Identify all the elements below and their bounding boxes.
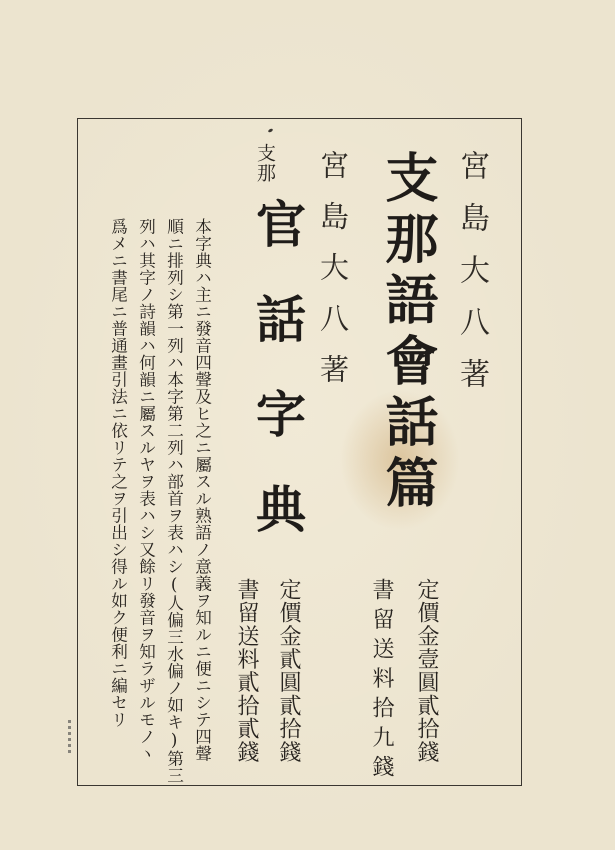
right-book-postage: 書留送料拾九錢 <box>369 578 394 785</box>
left-book-description-line: 爲メニ書尾ニ普通畫引法ニ依リテ之ヲ引出シ得ル如ク便利ニ編セリ <box>108 218 128 728</box>
left-book-description-line: 本字典ハ主ニ發音四聲及ヒ之ニ屬スル熟語ノ意義ヲ知ルニ便ニシテ四聲 <box>192 218 212 762</box>
right-book-price: 定價金壹圓貳拾錢 <box>414 578 439 764</box>
left-book-title: 官話字典 <box>248 198 307 578</box>
left-book-price: 定價金貳圓貳拾錢 <box>276 578 301 764</box>
left-book-postage: 書留送料貳拾貳錢 <box>234 578 259 764</box>
right-book-author: 宮島大八著 <box>454 150 489 410</box>
left-book-title-prefix: 支那 <box>254 143 276 183</box>
right-book-title: 支那語會話篇 <box>377 150 439 516</box>
left-book-author: 宮島大八著 <box>316 150 350 405</box>
margin-mark <box>68 720 71 756</box>
left-book-description-line: 列ハ其字ノ詩韻ハ何韻ニ屬スルヤヲ表ハシ又餘リ發音ヲ知ラザルモノヽ <box>136 218 156 762</box>
left-book-description-line: 順ニ排列シ第一列ハ本字第二列ハ部首ヲ表ハシ(人偏三水偏ノ如キ)第三 <box>164 218 184 784</box>
